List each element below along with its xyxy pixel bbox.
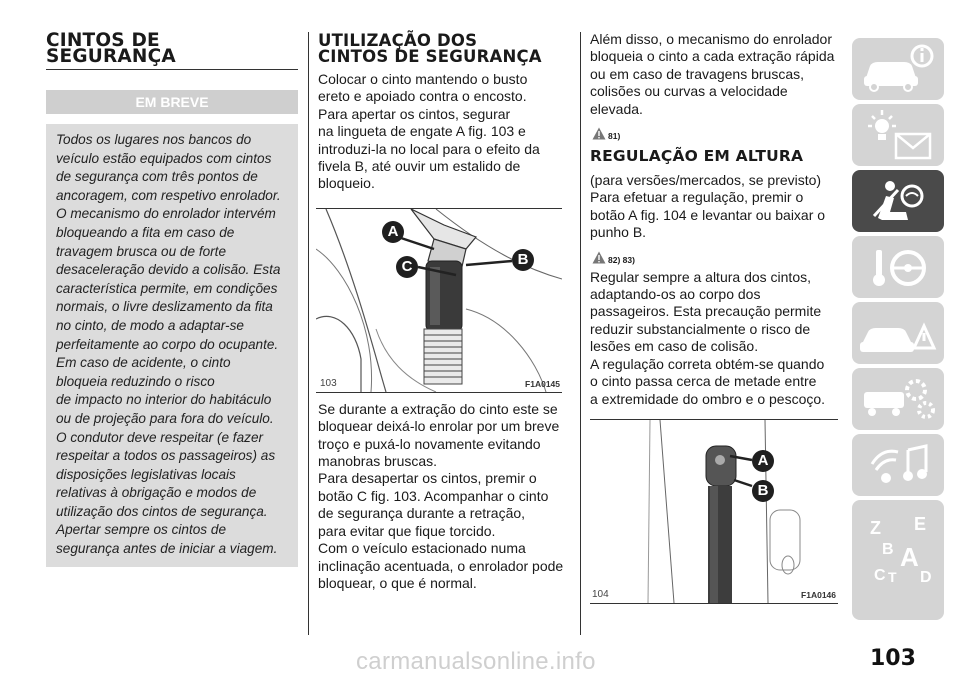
watermark: carmanualsonline.info: [356, 648, 596, 675]
index-letter: C: [874, 567, 886, 584]
warning-triangle-icon: [592, 251, 606, 264]
column-middle: [318, 0, 564, 592]
callout-a: A: [382, 221, 404, 243]
figure-code: F1A0146: [801, 589, 836, 600]
figure-104: [590, 419, 838, 604]
column-divider-1: [308, 32, 309, 635]
section-title-belt-use: UTILIZAÇÃO DOS CINTOS DE SEGURANÇA: [318, 31, 542, 66]
belt-use-intro: Colocar o cinto mantendo o busto ereto e apoiado contra o encosto. Para apertar os cintos, segurar na lingueta de engate A fig. 103 e introduzi-la no local para o efeito da fivela B, até ouvir um estalido de bloqueio.: [318, 71, 540, 192]
car-breakdown-icon: [852, 302, 944, 364]
retractor-intro: Além disso, o mecanismo do enrolador bloqueia o cinto a cada extração rápida ou em caso de travagens bruscas, colisões ou curvas a velocidade elevada.: [590, 31, 835, 117]
page-number: 103: [870, 646, 916, 671]
index-letter: T: [888, 569, 897, 585]
index-letter: D: [920, 569, 932, 586]
warning-ref-2: 82) 83): [592, 251, 840, 265]
column-left: [46, 0, 298, 567]
figure-code: F1A0145: [525, 378, 560, 389]
car-info-icon: [852, 38, 944, 100]
side-tab-safety[interactable]: [852, 170, 944, 232]
warning-lights-icon: [852, 104, 944, 166]
maintenance-gears-icon: [852, 368, 944, 430]
brief-header: EM BREVE: [46, 90, 298, 114]
column-divider-2: [580, 32, 581, 635]
title-rule: [46, 69, 298, 70]
callout-b: B: [752, 480, 774, 502]
key-steering-wheel-icon: [852, 236, 944, 298]
belt-use-body: Se durante a extração do cinto este se bloquear deixá-lo enrolar por um breve troço e puxá-lo novamente evitando manobras bruscas. Para desapertar os cintos, premir o botão C fig. 103. Acompanhar o cinto de segurança durante a retração, para evitar que fique torcido. Com o veículo estacionado numa inclinação acentuada, o enrolador pode bloquear, o que é normal.: [318, 400, 564, 591]
index-letter: B: [882, 541, 894, 558]
column-right: [590, 0, 840, 604]
multimedia-icon: [852, 434, 944, 496]
side-tab-multimedia[interactable]: [852, 434, 944, 496]
side-tab-maintenance[interactable]: [852, 368, 944, 430]
figure-number: 103: [320, 377, 337, 389]
warning-triangle-icon: [592, 127, 606, 140]
belt-buckle-illustration: [316, 209, 562, 392]
side-tab-car-info[interactable]: [852, 38, 944, 100]
height-adjuster-illustration: [590, 420, 838, 603]
side-tab-emergency[interactable]: [852, 302, 944, 364]
warning-ref-1: 81): [592, 127, 840, 141]
index-letter: Z: [870, 518, 881, 538]
figure-103: [316, 208, 562, 393]
index-letter: E: [914, 514, 927, 534]
callout-c: C: [396, 256, 418, 278]
side-tab-index[interactable]: [852, 500, 944, 620]
side-tab-warning-lights[interactable]: [852, 104, 944, 166]
index-letters-icon: [852, 500, 944, 620]
seat-airbag-icon: [852, 170, 944, 232]
brief-box: [46, 124, 298, 567]
height-adjustment-text: (para versões/mercados, se previsto) Para efetuar a regulação, premir o botão A fig. 104 e levantar ou baixar o punho B.: [590, 172, 826, 241]
brief-text: Todos os lugares nos bancos do veículo estão equipados com cintos de segurança com três pontos de ancoragem, com respetivo enrolador. O mecanismo do enrolador intervém bloqueando a fita em caso de travagem brusca ou de forte desaceleração devido a colisão. Esta característica permite, em condições normais, o livre deslizamento da fita no cinto, de modo a adaptar-se perfeitamente ao corpo do ocupante. Em caso de acidente, o cinto bloqueia reduzindo o risco de impacto no interior do habitáculo ou de projeção para fora do veículo. O condutor deve respeitar (e fazer respeitar a todos os passageiros) as disposições legislativas locais relativas à obrigação e modos de utilização dos cintos de segurança. Apertar sempre os cintos de segurança antes de iniciar a viagem.: [56, 132, 281, 557]
section-title-seat-belts: CINTOS DE SEGURANÇA: [46, 30, 176, 67]
height-adjustment-advice: Regular sempre a altura dos cintos, adaptando-os ao corpo dos passageiros. Esta precaução permite reduzir substancialmente o risco de lesões em caso de colisão. A regulação correta obtém-se quando o cinto passa cerca de metade entre a extremidade do ombro e o pescoço.: [590, 268, 826, 407]
section-title-height-adjustment: REGULAÇÃO EM ALTURA: [590, 147, 804, 166]
figure-number: 104: [592, 588, 609, 600]
callout-b: B: [512, 249, 534, 271]
index-letter: A: [900, 542, 919, 572]
callout-a: A: [752, 450, 774, 472]
side-tab-starting-driving[interactable]: [852, 236, 944, 298]
